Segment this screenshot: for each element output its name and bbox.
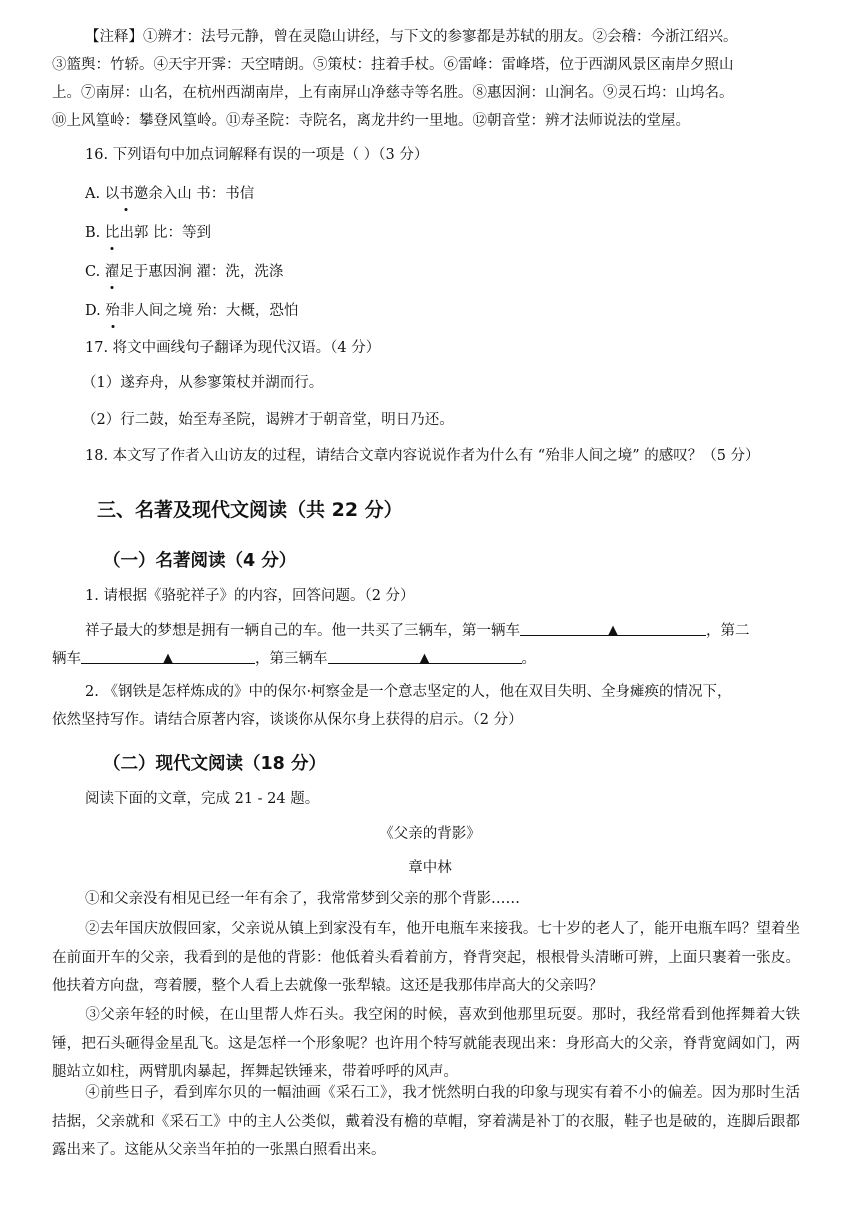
q1-stem: 1. 请根据《骆驼祥子》的内容，回答问题。（2 分） bbox=[85, 588, 415, 604]
article-title: 《父亲的背影》 bbox=[379, 826, 481, 842]
answer-blank-3[interactable] bbox=[328, 645, 522, 664]
part-1-title: （一）名著阅读（4 分） bbox=[103, 551, 297, 571]
paragraph-2-text: ②去年国庆放假回家，父亲说从镇上到家没有车，他开电瓶车来接我。七十岁的老人了，能开电瓶车吗？望着坐在前面开车的父亲，我看到的是他的背影：他低着头看着前方，脊背突起，根根骨头清晰可辨，上面只裹着一张皮。他扶着方向盘，弯着腰，整个人看上去就像一张犁辕。这还是我那伟岸高大的父亲吗？ bbox=[52, 921, 800, 994]
dotted-char: 殆 bbox=[105, 297, 120, 325]
notes-line-2: ③篮舆：竹轿。④天宇开霁：天空晴朗。⑤策杖：拄着手杖。⑥雷峰：雷峰塔，位于西湖风景区南岸夕照山 bbox=[52, 57, 734, 73]
notes-line-4: ⑩上风篁岭：攀登风篁岭。⑪寿圣院：寺院名，离龙井约一里地。⑫朝音堂：辨才法师说法的堂屋。 bbox=[52, 113, 690, 129]
paragraph-3-text: ③父亲年轻的时候，在山里帮人炸石头。我空闲的时候，喜欢到他那里玩耍。那时，我经常看到他挥舞着大铁锤，把石头砸得金星乱飞。这是怎样一个形象呢？也许用个特写就能表现出来：身形高大的父亲，脊背宽阔如门，两腿站立如柱，两臂肌肉暴起，挥舞起铁锤来，带着呼呼的风声。 bbox=[52, 1007, 800, 1080]
q1-text: ，第三辆车 bbox=[255, 651, 328, 667]
paragraph-1: ①和父亲没有相见已经一年有余了，我常常梦到父亲的那个背影…… bbox=[85, 891, 520, 907]
option-label: A. 以 bbox=[85, 186, 120, 202]
triangle-icon: ▲ bbox=[608, 623, 618, 638]
triangle-icon: ▲ bbox=[163, 651, 173, 666]
q2-line-2: 依然坚持写作。请结合原著内容，谈谈你从保尔身上获得的启示。（2 分） bbox=[52, 712, 523, 728]
dotted-char: 书 bbox=[119, 180, 134, 208]
q2-line-1: 2. 《钢铁是怎样炼成的》中的保尔·柯察金是一个意志坚定的人，他在双目失明、全身瘫痪的情况下， bbox=[85, 684, 732, 700]
option-label: C. bbox=[85, 264, 105, 280]
q16-option-a bbox=[0, 180, 860, 208]
article-author: 章中林 bbox=[408, 860, 452, 876]
q1-text: ，第二 bbox=[706, 623, 750, 639]
q1-line-2 bbox=[0, 645, 860, 673]
notes-line-1: 【注释】①辨才：法号元静，曾在灵隐山讲经，与下文的参寥都是苏轼的朋友。②会稽：今浙江绍兴。 bbox=[85, 29, 738, 45]
q1-text: 。 bbox=[521, 651, 536, 667]
option-text: 邀余入山 书：书信 bbox=[133, 186, 255, 202]
answer-blank-2[interactable] bbox=[81, 645, 255, 664]
q17-sentence-1: （1）遂弃舟，从参寥策杖并湖而行。 bbox=[82, 375, 324, 391]
q17-sentence-2: （2）行二鼓，始至寿圣院，谒辨才于朝音堂，明日乃还。 bbox=[82, 412, 454, 428]
reading-intro: 阅读下面的文章，完成 21 - 24 题。 bbox=[85, 791, 320, 807]
section-3-title: 三、名著及现代文阅读（共 22 分） bbox=[97, 499, 403, 521]
paragraph-3 bbox=[52, 1001, 800, 1087]
paragraph-4 bbox=[52, 1079, 800, 1165]
q16-option-c bbox=[0, 258, 860, 286]
q17-stem: 17. 将文中画线句子翻译为现代汉语。（4 分） bbox=[85, 340, 381, 356]
paragraph-4-text: ④前些日子，看到库尔贝的一幅油画《采石工》，我才恍然明白我的印象与现实有着不小的偏差。因为那时生活拮据，父亲就和《采石工》中的主人公类似，戴着没有檐的草帽，穿着满是补丁的衣服，鞋子也是破的，连脚后跟都露出来了。这能从父亲当年拍的一张黑白照看出来。 bbox=[52, 1085, 800, 1158]
q16-option-b bbox=[0, 219, 860, 247]
option-label: D. bbox=[85, 303, 106, 319]
part-2-title: （二）现代文阅读（18 分） bbox=[103, 754, 326, 774]
option-text: 足于惠因涧 濯：洗，洗涤 bbox=[119, 264, 284, 280]
q16-option-d bbox=[0, 297, 860, 325]
q1-text: 祥子最大的梦想是拥有一辆自己的车。他一共买了三辆车，第一辆车 bbox=[85, 623, 520, 639]
q18-stem: 18. 本文写了作者入山访友的过程，请结合文章内容说说作者为什么有 “殆非人间之境” 的感叹？（5 分） bbox=[85, 448, 760, 464]
q1-text: 辆车 bbox=[52, 651, 81, 667]
notes-line-3: 上。⑦南屏：山名，在杭州西湖南岸，上有南屏山净慈寺等名胜。⑧惠因涧：山涧名。⑨灵石坞：山坞名。 bbox=[52, 85, 734, 101]
option-text: 非人间之境 殆：大概，恐怕 bbox=[119, 303, 299, 319]
option-text: 出郭 比：等到 bbox=[119, 225, 211, 241]
dotted-char: 濯 bbox=[105, 258, 120, 286]
q1-line-1 bbox=[0, 617, 860, 645]
q16-stem: 16. 下列语句中加点词解释有误的一项是（ ）（3 分） bbox=[85, 147, 429, 163]
option-label: B. bbox=[85, 225, 105, 241]
dotted-char: 比 bbox=[105, 219, 120, 247]
answer-blank-1[interactable] bbox=[520, 617, 706, 636]
paragraph-2 bbox=[52, 915, 800, 1001]
triangle-icon: ▲ bbox=[419, 651, 430, 666]
